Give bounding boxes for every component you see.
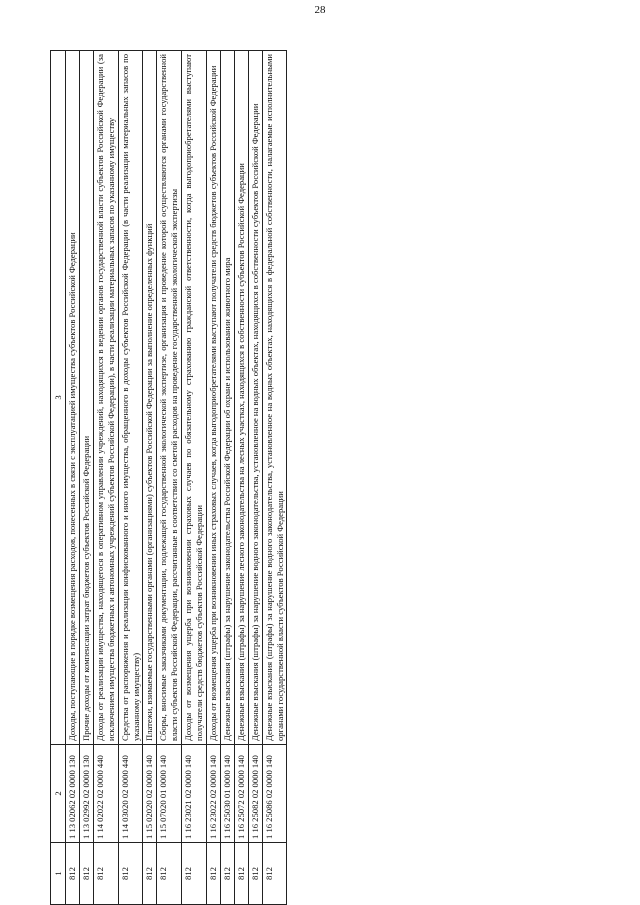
page-number: 28 bbox=[314, 4, 326, 16]
table-row bbox=[248, 51, 262, 905]
budget-code-cell: 1 16 25082 02 0000 140 bbox=[248, 745, 262, 843]
table-row bbox=[66, 51, 80, 905]
table-row bbox=[143, 51, 157, 905]
admin-code-cell: 812 bbox=[79, 843, 93, 905]
revenue-codes-table bbox=[50, 50, 287, 905]
budget-code-cell: 1 16 23021 02 0000 140 bbox=[182, 745, 207, 843]
revenue-description-cell: Доходы от возмещения ущерба при возникновении страховых случаев по обязательному страхованию гражданской ответственности, когда выгодоприобретателями выступают получатели средств бюджетов субъектов Российской Федерации bbox=[182, 51, 207, 745]
budget-code-cell: 1 16 25072 02 0000 140 bbox=[234, 745, 248, 843]
admin-code-cell: 812 bbox=[143, 843, 157, 905]
budget-code-cell: 1 13 02062 02 0000 130 bbox=[66, 745, 80, 843]
table-row bbox=[118, 51, 143, 905]
budget-code-cell: 1 15 07020 01 0000 140 bbox=[157, 745, 182, 843]
table-row bbox=[262, 51, 287, 905]
revenue-description-cell: Средства от распоряжения и реализации конфискованного и иного имущества, обращенного в доходы субъектов Российской Федерации (в части реализации материальных запасов по указанному имуществу) bbox=[118, 51, 143, 745]
table-row bbox=[157, 51, 182, 905]
admin-code-cell: 812 bbox=[118, 843, 143, 905]
header-col-2: 2 bbox=[51, 745, 66, 843]
table-row bbox=[93, 51, 118, 905]
admin-code-cell: 812 bbox=[206, 843, 220, 905]
table-row bbox=[220, 51, 234, 905]
admin-code-cell: 812 bbox=[93, 843, 118, 905]
revenue-description-cell: Доходы от возмещения ущерба при возникновении иных страховых случаев, когда выгодоприобретателями выступают получатели средств бюджетов субъектов Российской Федерации bbox=[206, 51, 220, 745]
budget-code-cell: 1 16 25030 01 0000 140 bbox=[220, 745, 234, 843]
table-row bbox=[182, 51, 207, 905]
table-row bbox=[79, 51, 93, 905]
table-row bbox=[234, 51, 248, 905]
budget-code-cell: 1 15 02020 02 0000 140 bbox=[143, 745, 157, 843]
header-col-1: 1 bbox=[51, 843, 66, 905]
budget-code-cell: 1 16 25086 02 0000 140 bbox=[262, 745, 287, 843]
budget-code-cell: 1 13 02992 02 0000 130 bbox=[79, 745, 93, 843]
table-wrapper bbox=[50, 50, 598, 905]
admin-code-cell: 812 bbox=[182, 843, 207, 905]
revenue-description-cell: Сборы, вносимые заказчиками документации, подлежащей государственной экологической экспертизе, организация и проведение которой осуществляются органами государственной власти субъектов Российской Федерации, рассчитанные в соответствии со сметой расходов на проведение государственной экологической экспертизы bbox=[157, 51, 182, 745]
table-header-row bbox=[51, 51, 66, 905]
revenue-description-cell: Платежи, взимаемые государственными органами (организациями) субъектов Российской Федерации за выполнение определенных функций bbox=[143, 51, 157, 745]
admin-code-cell: 812 bbox=[66, 843, 80, 905]
table-rotation-frame bbox=[50, 50, 598, 905]
admin-code-cell: 812 bbox=[220, 843, 234, 905]
budget-code-cell: 1 14 02022 02 0000 440 bbox=[93, 745, 118, 843]
table-row bbox=[206, 51, 220, 905]
admin-code-cell: 812 bbox=[157, 843, 182, 905]
revenue-description-cell: Доходы от реализации имущества, находящегося в оперативном управлении учреждений, находящихся в ведении органов государственной власти субъектов Российской Федерации (за исключением имущества бюджетных и автономных учреждений субъектов Российской Федерации), в части реализации материальных запасов по указанному имуществу bbox=[93, 51, 118, 745]
header-col-3: 3 bbox=[51, 51, 66, 745]
revenue-description-cell: Прочие доходы от компенсации затрат бюджетов субъектов Российской Федерации bbox=[79, 51, 93, 745]
budget-code-cell: 1 16 23022 02 0000 140 bbox=[206, 745, 220, 843]
admin-code-cell: 812 bbox=[234, 843, 248, 905]
revenue-description-cell: Денежные взыскания (штрафы) за нарушение водного законодательства, установленное на водных объектах, находящихся в собственности субъектов Российской Федерации bbox=[248, 51, 262, 745]
budget-code-cell: 1 14 03020 02 0000 440 bbox=[118, 745, 143, 843]
revenue-description-cell: Денежные взыскания (штрафы) за нарушение водного законодательства, установленное на водных объектах, находящихся в федеральной собственности, налагаемые исполнительными органами государственной власти субъектов Российской Федерации bbox=[262, 51, 287, 745]
admin-code-cell: 812 bbox=[248, 843, 262, 905]
revenue-description-cell: Денежные взыскания (штрафы) за нарушение законодательства Российской Федерации об охране и использовании животного мира bbox=[220, 51, 234, 745]
admin-code-cell: 812 bbox=[262, 843, 287, 905]
revenue-description-cell: Доходы, поступающие в порядке возмещения расходов, понесенных в связи с эксплуатацией имущества субъектов Российской Федерации bbox=[66, 51, 80, 745]
revenue-description-cell: Денежные взыскания (штрафы) за нарушение лесного законодательства на лесных участках, находящихся в собственности субъектов Российской Федерации bbox=[234, 51, 248, 745]
